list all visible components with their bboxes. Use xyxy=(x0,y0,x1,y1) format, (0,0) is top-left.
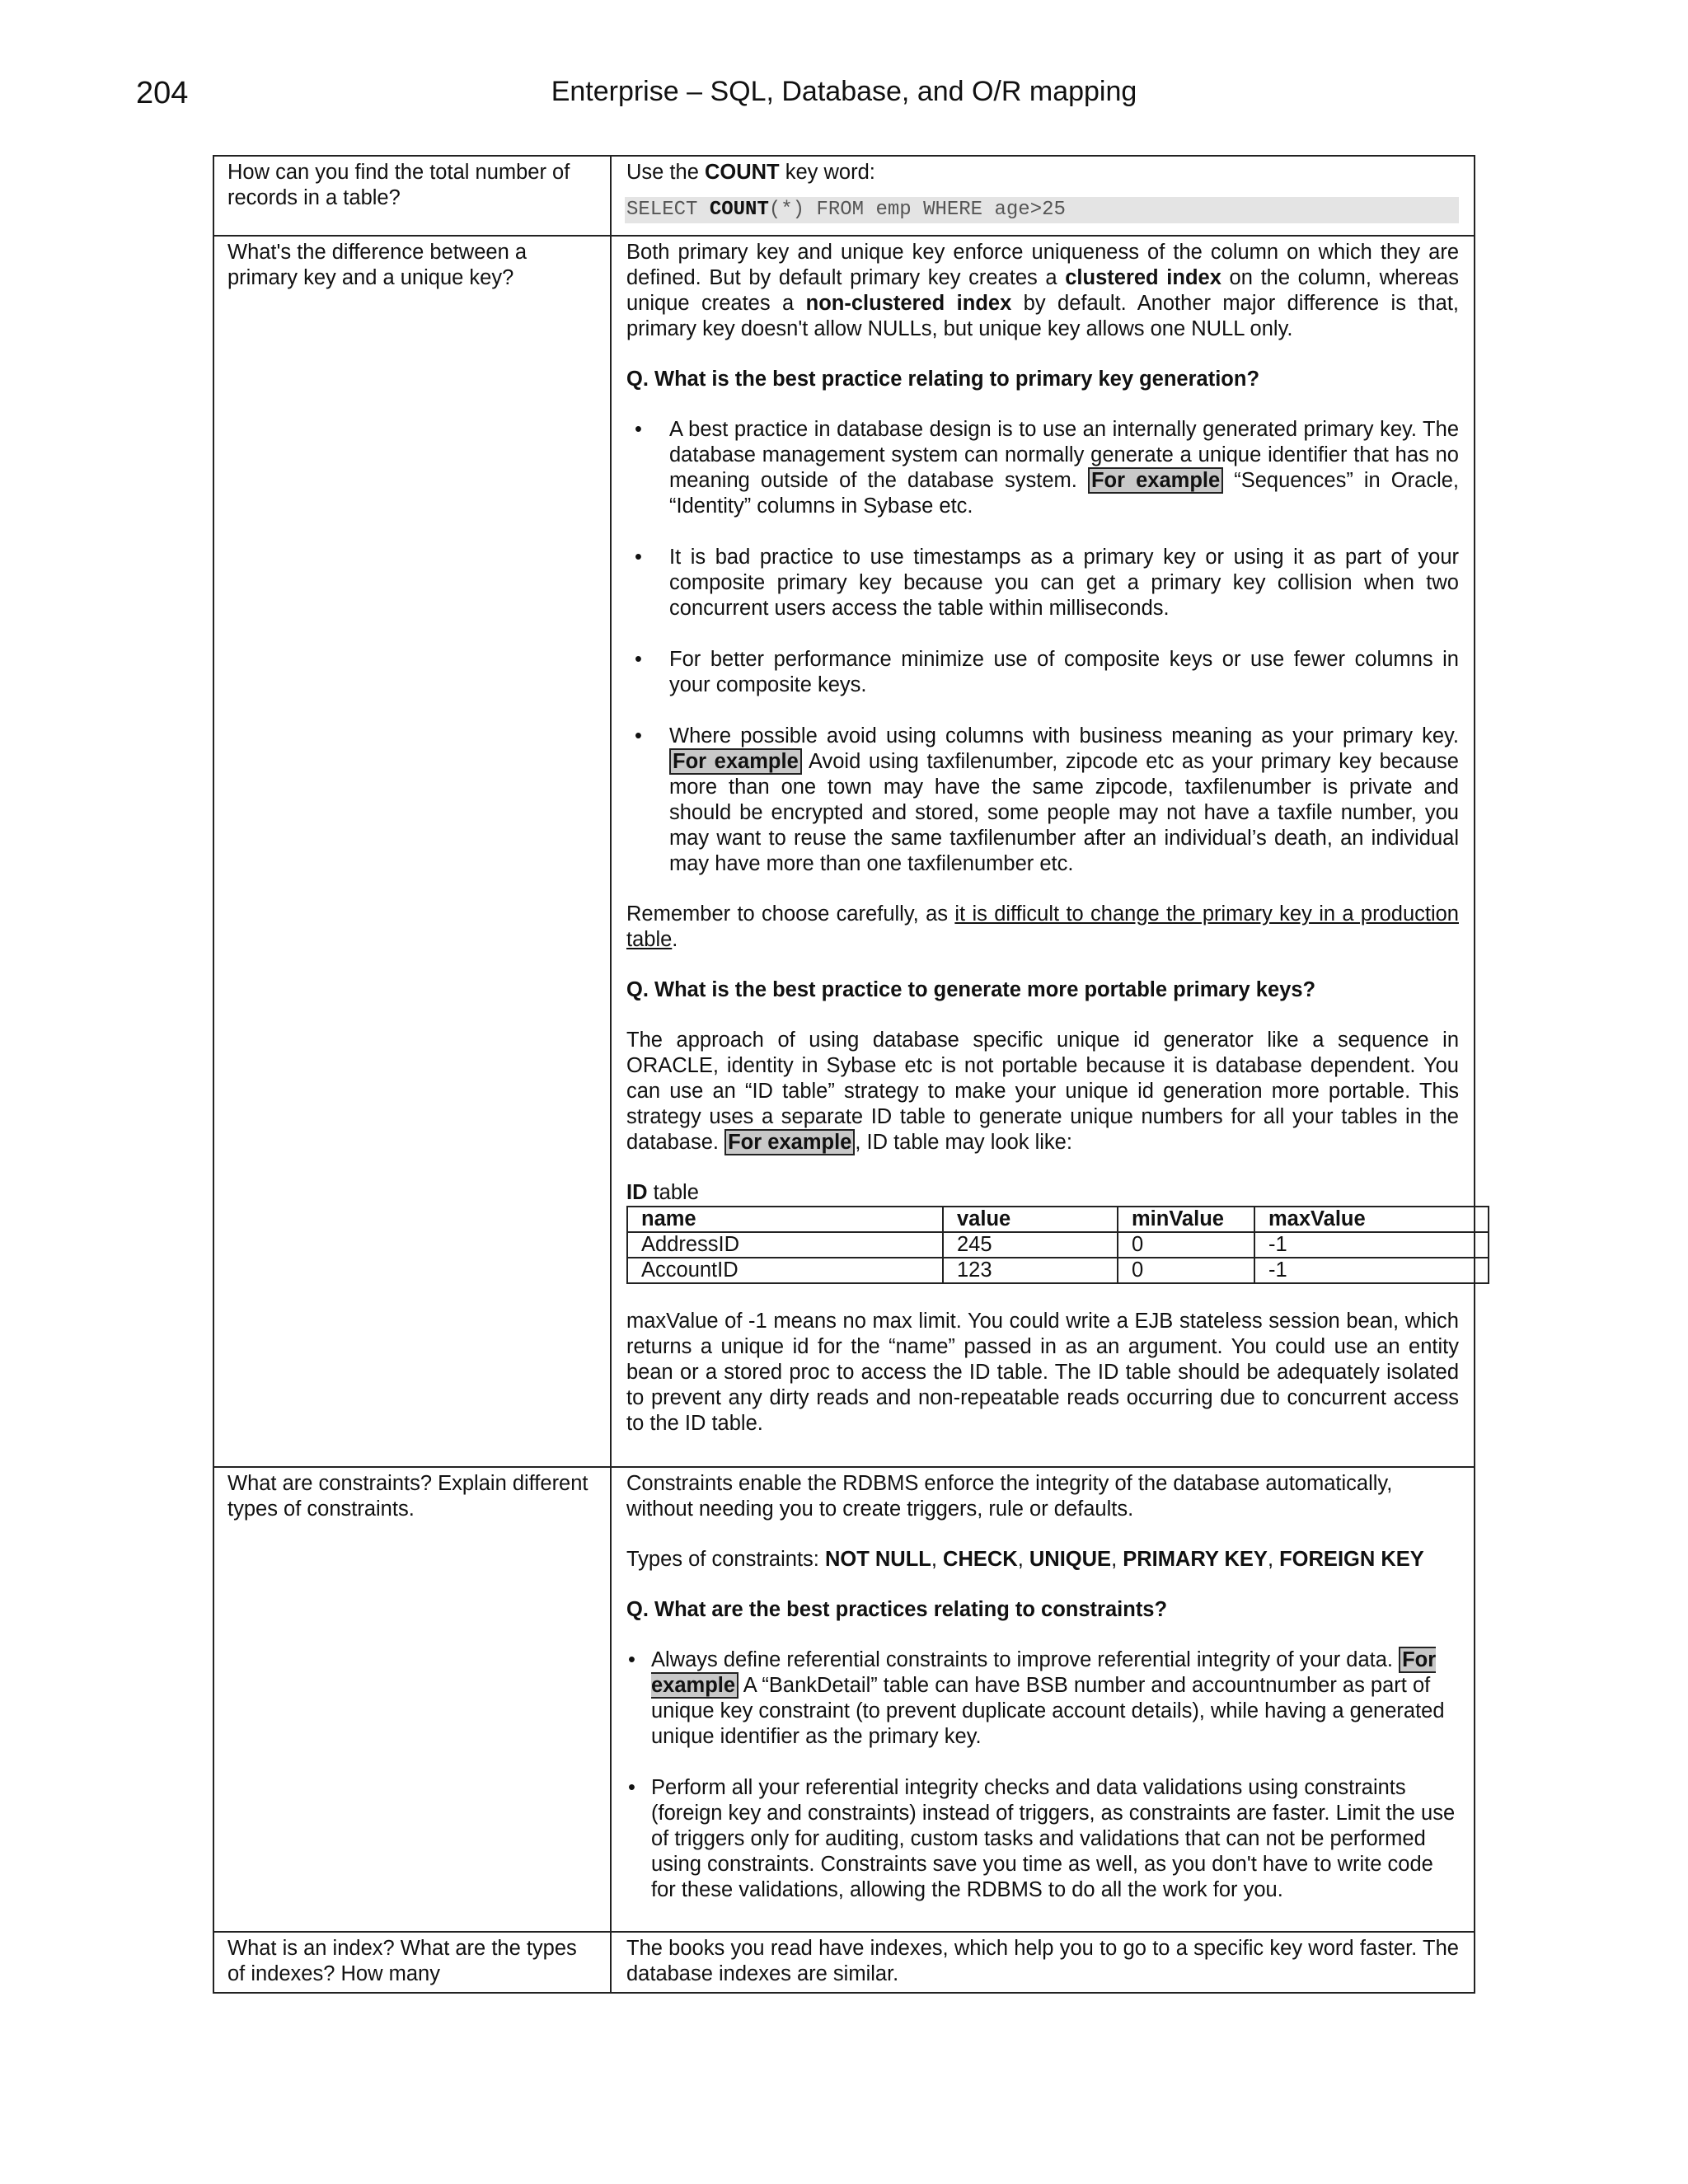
table-cell: AddressID xyxy=(627,1232,943,1258)
paragraph: Constraints enable the RDBMS enforce the integrity of the database automatically, without needing you to create triggers, rule or defaults. xyxy=(626,1472,1393,1521)
highlight-for-example: For example xyxy=(651,1648,1437,1697)
paragraph: The approach of using database specific unique id generator like a sequence in ORACLE, identity in Sybase etc is not portable because it is database dependent. You can use an “ID table” strategy to make your unique id generation more portable. This strategy uses a separate ID table to generate unique numbers for all your tables in the database. For example , ID table may look like: xyxy=(626,1029,1459,1154)
paragraph: Remember to choose carefully, as it is difficult to change the primary key in a production table. xyxy=(626,902,1459,951)
answer-cell xyxy=(611,156,1475,236)
question-text: What are constraints? Explain different types of constraints. xyxy=(227,1472,588,1521)
highlight-for-example: For example xyxy=(724,1129,855,1155)
id-table-caption: ID table xyxy=(626,1181,699,1204)
sub-question: Q. What is the best practice relating to primary key generation? xyxy=(626,368,1260,391)
question-text: How can you find the total number of records in a table? xyxy=(227,161,570,209)
table-cell: 0 xyxy=(1118,1258,1254,1283)
answer-cell xyxy=(611,1932,1475,1993)
column-header: value xyxy=(943,1207,1118,1232)
paragraph: The books you read have indexes, which help you to go to a specific key word faster. The database indexes are similar. xyxy=(626,1937,1459,1985)
paragraph: maxValue of -1 means no max limit. You could write a EJB stateless session bean, which returns a unique id for the “name” passed in as an argument. You could use an entity bean or a stored proc to access the ID table. The ID table should be adequately isolated to prevent any dirty reads and non-repeatable reads occurring due to concurrent access to the ID table. xyxy=(626,1310,1459,1435)
table-cell: 123 xyxy=(943,1258,1118,1283)
table-cell: 245 xyxy=(943,1232,1118,1258)
table-cell: 0 xyxy=(1118,1232,1254,1258)
bullet-item: • A best practice in database design is to use an internally generated primary key. The database management system can normally generate a unique identifier that has no meaning outside of the database system. For example “Sequences” in Oracle, “Identity” columns in Sybase etc. xyxy=(626,417,1459,519)
answer-cell xyxy=(611,236,1475,1467)
sub-question: Q. What is the best practice to generate more portable primary keys? xyxy=(626,978,1316,1001)
column-header: maxValue xyxy=(1254,1207,1489,1232)
id-table xyxy=(626,1206,1489,1284)
table-cell: -1 xyxy=(1254,1258,1489,1283)
table-row xyxy=(627,1258,1489,1283)
qa-table xyxy=(213,155,1475,1994)
question-text: What is an index? What are the types of indexes? How many xyxy=(227,1937,577,1985)
answer-text: Use the COUNT key word: xyxy=(626,161,875,184)
qa-row-count xyxy=(213,156,1475,236)
bullet-item: • Where possible avoid using columns with business meaning as your primary key. For example Avoid using taxfilenumber, zipcode etc as your primary key because more than one town may have the same zipcode, taxfilenumber is private and should be encrypted and stored, some people may not have a taxfile number, you may want to reuse the same taxfilenumber after an individual’s death, an individual may have more than one taxfilenumber etc. xyxy=(626,724,1459,877)
qa-row-index xyxy=(213,1932,1475,1993)
bullet-item: • Always define referential constraints to improve referential integrity of your data. For example A “BankDetail” table can have BSB number and accountnumber as part of unique key constraint (to prevent duplicate account details), while having a generated unique identifier as the primary key. xyxy=(626,1647,1459,1750)
paragraph: Both primary key and unique key enforce uniqueness of the column on which they are defined. But by default primary key creates a clustered index on the column, whereas unique creates a non-clustered index by default. Another major difference is that, primary key doesn't allow NULLs, but unique key allows one NULL only. xyxy=(626,241,1459,340)
question-cell xyxy=(213,236,611,1467)
bullet-item: • Perform all your referential integrity checks and data validations using constraints (foreign key and constraints) instead of triggers, as constraints are faster. Limit the use of triggers only for auditing, custom tasks and validations that can not be performed using constraints. Constraints save you time as well, as you don't have to write code for these validations, allowing the RDBMS to do all the work for you. xyxy=(626,1775,1459,1903)
id-table-header xyxy=(627,1207,1489,1232)
code-snippet: SELECT COUNT(*) FROM emp WHERE age>25 xyxy=(625,197,1459,223)
bullet-list xyxy=(626,1647,1459,1903)
qa-table-container xyxy=(213,155,1475,1994)
column-header: minValue xyxy=(1118,1207,1254,1232)
bullet-list xyxy=(626,417,1459,877)
table-cell: -1 xyxy=(1254,1232,1489,1258)
question-text: What's the difference between a primary key and a unique key? xyxy=(227,241,528,289)
highlight-for-example: For example xyxy=(1088,467,1223,494)
constraint-types: Types of constraints: NOT NULL, CHECK, UNIQUE, PRIMARY KEY, FOREIGN KEY xyxy=(626,1548,1424,1571)
table-row xyxy=(627,1232,1489,1258)
answer-cell xyxy=(611,1467,1475,1932)
sub-question: Q. What are the best practices relating to constraints? xyxy=(626,1598,1168,1621)
running-header: Enterprise – SQL, Database, and O/R mapping xyxy=(551,76,1137,107)
question-cell xyxy=(213,156,611,236)
highlight-for-example: For example xyxy=(669,748,802,775)
question-cell xyxy=(213,1932,611,1993)
question-cell xyxy=(213,1467,611,1932)
table-cell: AccountID xyxy=(627,1258,943,1283)
column-header: name xyxy=(627,1207,943,1232)
qa-row-constraints xyxy=(213,1467,1475,1932)
bullet-item: • For better performance minimize use of composite keys or use fewer columns in your composite keys. xyxy=(626,647,1459,698)
page-number: 204 xyxy=(136,76,189,110)
qa-row-primary-key xyxy=(213,236,1475,1467)
bullet-item: • It is bad practice to use timestamps as a primary key or using it as part of your composite primary key because you can get a primary key collision when two concurrent users access the table within milliseconds. xyxy=(626,545,1459,621)
